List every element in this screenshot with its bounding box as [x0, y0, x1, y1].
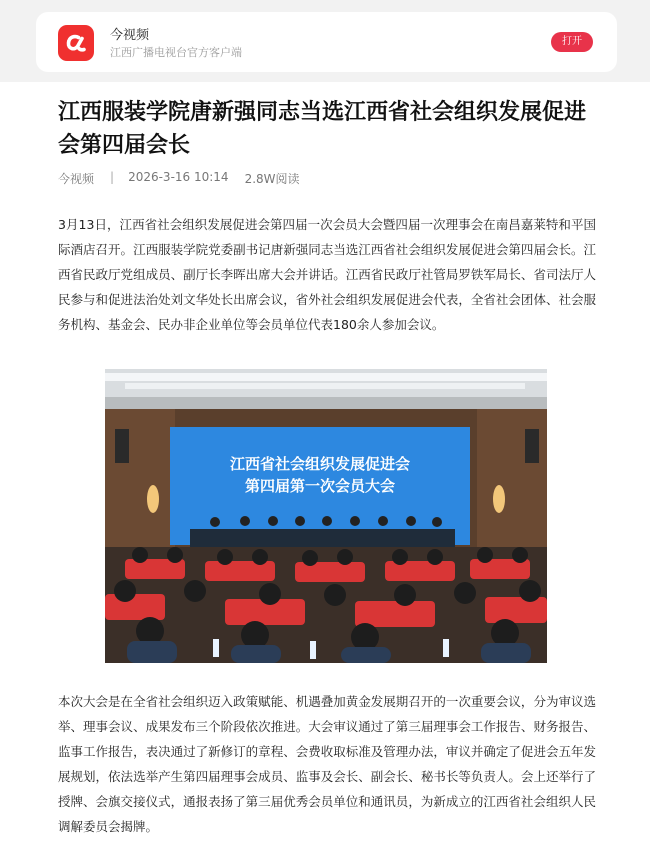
alpha-logo-icon: [58, 25, 94, 61]
open-app-button[interactable]: 打开: [551, 32, 593, 52]
article-meta: [58, 170, 300, 188]
screen-banner-line2: 第四届第一次会员大会: [244, 477, 396, 495]
app-name: 今视频: [110, 28, 150, 43]
source-label[interactable]: 今视频: [58, 172, 95, 186]
app-subtitle: 江西广播电视台官方客户端: [110, 46, 242, 59]
app-card[interactable]: [36, 12, 617, 72]
article-paragraph-1: 3月13日，江西省社会组织发展促进会第四届一次会员大会暨四届一次理事会在南昌嘉莱特和平国际酒店召开。江西服装学院党委副书记唐新强同志当选江西省社会组织发展促进会第四届会长。江西省民政厅党组成员、副厅长李晖出席大会并讲话。江西省民政厅社管局罗铁军局长、省司法厅人民参与和促进法治处刘文华处长出席会议，省外社会组织发展促进会代表，全省社会团体、社会服务机构、基金会、民办非企业单位等会员单位代表180余人参加会议。: [58, 217, 596, 332]
conference-photo-illustration: [105, 369, 547, 663]
app-download-banner: [0, 0, 650, 82]
read-count: 2.8W阅读: [244, 172, 300, 186]
article-title: 江西服装学院唐新强同志当选江西省社会组织发展促进会第四届会长: [58, 100, 587, 158]
publish-date: 2026-3-16 10:14: [128, 170, 229, 184]
meta-separator: |: [110, 170, 115, 184]
article-paragraph-2: 本次大会是在全省社会组织迈入政策赋能、机遇叠加黄金发展期召开的一次重要会议，分为审议选举、理事会议、成果发布三个阶段依次推进。大会审议通过了第三届理事会工作报告、财务报告、监事工作报告，表决通过了新修订的章程、会费收取标准及管理办法，审议并确定了促进会五年发展规划，依法选举产生第四届理事会成员、监事及会长、副会长、秘书长等负责人。会上还举行了授牌、会旗交接仪式，通报表扬了第三届优秀会员单位和通讯员，为新成立的江西省社会组织人民调解委员会揭牌。: [58, 694, 596, 834]
conference-photo[interactable]: [105, 369, 547, 663]
screen-banner-line1: 江西省社会组织发展促进会: [229, 455, 411, 473]
